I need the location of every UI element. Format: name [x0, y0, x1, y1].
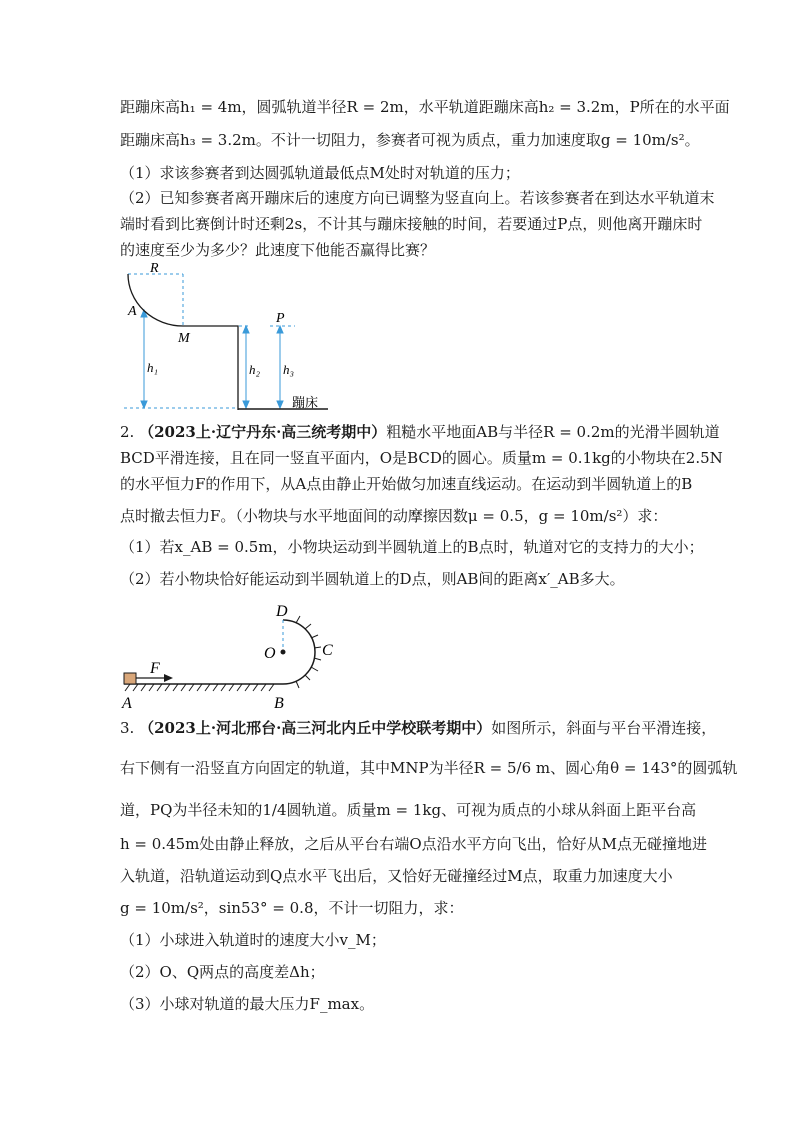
label-O: O [264, 645, 276, 662]
p1-question-2a: （2）已知参赛者离开蹦床后的速度方向已调整为竖直向上。若该参赛者在到达水平轨道末 [120, 189, 715, 207]
p3-question-1: （1）小球进入轨道时的速度大小v_M； [120, 931, 386, 949]
p1-line2: 距蹦床高h₃ = 3.2m。不计一切阻力，参赛者可视为质点，重力加速度取g = 10m/s²。 [120, 131, 700, 149]
p3-question-3: （3）小球对轨道的最大压力F_max。 [120, 995, 375, 1013]
label-h3: h₃ [283, 362, 295, 377]
p1-question-2b: 端时看到比赛倒计时还剩2s，不计其与蹦床接触的时间，若要通过P点，则他离开蹦床时 [120, 215, 703, 233]
p1-line1: 距蹦床高h₁ = 4m，圆弧轨道半径R = 2m，水平轨道距蹦床高h₂ = 3.2m，P所在的水平面 [120, 98, 730, 116]
p2-line3: 的水平恒力F的作用下，从A点由静止开始做匀加速直线运动。在运动到半圆轨道上的B [120, 475, 693, 493]
p3-line5: 入轨道，沿轨道运动到Q点水平飞出后，又恰好无碰撞经过M点，取重力加速度大小 [120, 867, 673, 885]
p2-text-1: 粗糙水平地面AB与半径R = 0.2m的光滑半圆轨道 [386, 423, 720, 441]
semicircle-track-figure [118, 598, 358, 716]
label-trampoline: 蹦床 [292, 395, 319, 410]
p1-question-2c: 的速度至少为多少？此速度下他能否赢得比赛？ [120, 241, 436, 259]
p3-text-1: 如图所示，斜面与平台平滑连接， [491, 719, 717, 737]
p2-question-1: （1）若x_AB = 0.5m，小物块运动到半圆轨道上的B点时，轨道对它的支持力的大小； [120, 538, 704, 556]
p3-line2: 右下侧有一沿竖直方向固定的轨道，其中MNP为半径R = 5/6 m、圆心角θ = 143°的圆弧轨 [120, 759, 738, 777]
label-M: M [178, 331, 190, 346]
p2-source: （2023上·辽宁丹东·高三统考期中） [139, 423, 387, 441]
label-P: P [276, 311, 285, 326]
p3-line4: h = 0.45m处由静止释放，之后从平台右端O点沿水平方向飞出，恰好从M点无碰撞地进 [120, 835, 708, 853]
label-R: R [150, 262, 159, 276]
p3-number: 3. [120, 719, 135, 737]
trampoline-track-figure [120, 262, 360, 414]
label-A: A [128, 304, 137, 319]
label-C: C [322, 642, 333, 659]
p3-line6: g = 10m/s²，sin53° = 0.8，不计一切阻力，求： [120, 899, 464, 917]
p3-line1 [120, 718, 716, 738]
label-F: F [150, 660, 160, 677]
label-h2: h₂ [249, 362, 261, 377]
p1-question-1: （1）求该参赛者到达圆弧轨道最低点M处时对轨道的压力； [120, 164, 520, 182]
p2-line4: 点时撤去恒力F。（小物块与水平地面间的动摩擦因数μ = 0.5，g = 10m/s²）求： [120, 507, 668, 525]
label-B: B [274, 695, 284, 712]
p2-question-2: （2）若小物块恰好能运动到半圆轨道上的D点，则AB间的距离x′_AB多大。 [120, 570, 625, 588]
p2-line1 [120, 422, 720, 442]
p3-line3: 道，PQ为半径未知的1/4圆轨道。质量m = 1kg、可视为质点的小球从斜面上距平台高 [120, 801, 697, 819]
p3-source: （2023上·河北邢台·高三河北内丘中学校联考期中） [139, 719, 492, 737]
p2-line2: BCD平滑连接，且在同一竖直平面内，O是BCD的圆心。质量m = 0.1kg的小物块在2.5N [120, 449, 723, 467]
label-D: D [276, 603, 288, 620]
p3-question-2: （2）O、Q两点的高度差Δh； [120, 963, 325, 981]
label-A: A [122, 695, 132, 712]
label-h1: h₁ [147, 360, 159, 375]
p2-number: 2. [120, 423, 135, 441]
